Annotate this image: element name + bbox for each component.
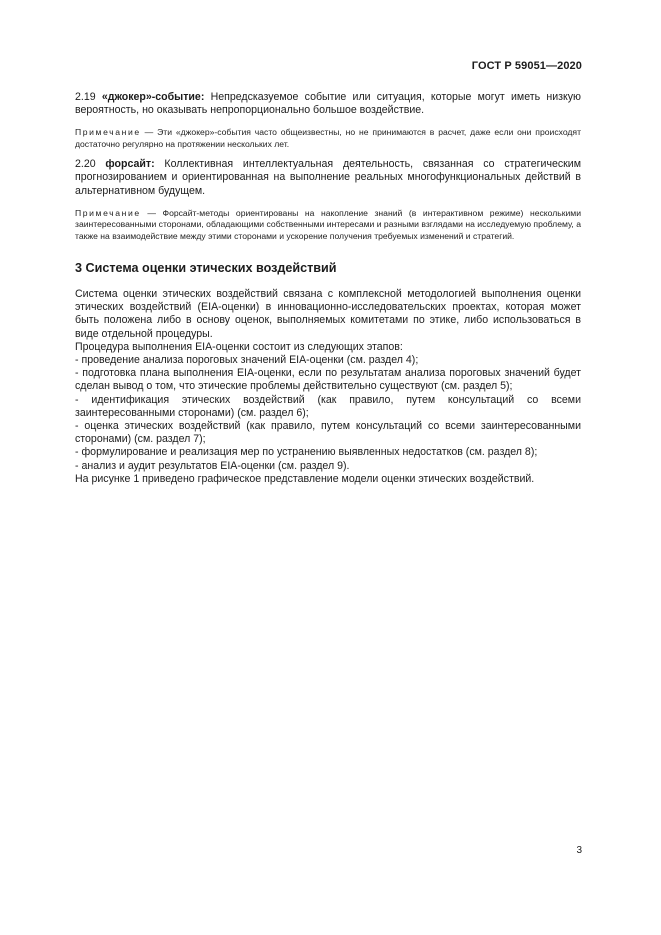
note-text: Форсайт-методы ориентированы на накопление знаний (в интерактивном режиме) несколькими заинтересованными сторонами, обладающими собственными интересами и разными взглядами на исследуемую проблему, а также на взаимодействие между этими сторонами и ускорение получения требуемых изменений и стратегий. — [75, 207, 581, 241]
note-dash: — — [144, 127, 154, 138]
term-number: 2.20 — [75, 158, 96, 171]
page-number: 3 — [576, 845, 582, 856]
term-number: 2.19 — [75, 91, 96, 103]
term-2-20 — [75, 158, 581, 198]
term-definition: Непредсказуемое событие или ситуация, которые могут иметь низкую вероятность, но оказывать непропорционально большое воздействие. — [75, 91, 581, 117]
section-paragraph: Система оценки этических воздействий связана с комплексной методологией выполнения оценки этических воздействий (EIA-оценки) в инновационно-исследовательских проектах, которая может быть положена либо в основу оценок, выполняемых комитетами по этике, либо использоваться в виде отдельной процедуры. — [75, 288, 581, 340]
page-content — [75, 91, 581, 486]
term-2-19 — [75, 91, 581, 117]
term-name: форсайт: — [105, 158, 155, 171]
list-item: - формулирование и реализация мер по устранению выявленных недостатков (см. раздел 8); — [75, 446, 538, 459]
list-item: - оценка этических воздействий (как правило, путем консультаций со всеми заинтересованными сторонами) (см. раздел 7); — [75, 420, 581, 446]
list-item: - идентификация этических воздействий (как правило, путем консультаций со всеми заинтересованными сторонами) (см. раздел 6); — [75, 393, 581, 419]
note-2-20 — [75, 208, 581, 242]
term-name: «джокер»-событие: — [101, 91, 205, 103]
section-title: 3 Система оценки этических воздействий — [75, 261, 337, 276]
term-definition: Коллективная интеллектуальная деятельность, связанная со стратегическим прогнозированием и ориентированная на выполнение реальных многофункциональных действий в альтернативном будущем. — [75, 158, 581, 197]
standard-code: ГОСТ Р 59051—2020 — [471, 60, 582, 72]
note-label: Примечание — [75, 207, 141, 218]
list-item: - проведение анализа пороговых значений EIA-оценки (см. раздел 4); — [75, 354, 419, 367]
list-item: - анализ и аудит результатов EIA-оценки (см. раздел 9). — [75, 459, 350, 472]
note-label: Примечание — [75, 127, 141, 138]
list-item: - подготовка плана выполнения EIA-оценки, если по результатам анализа пороговых значений будет сделан вывод о том, что этические проблемы действительно существуют (см. раздел 5); — [75, 367, 581, 393]
note-2-19 — [75, 127, 581, 150]
section-paragraph: Процедура выполнения EIA-оценки состоит из следующих этапов: — [75, 340, 403, 353]
note-dash: — — [147, 207, 156, 218]
section-paragraph: На рисунке 1 приведено графическое представление модели оценки этических воздействий. — [75, 472, 535, 485]
note-text: Эти «джокер»-события часто общеизвестны, но не принимаются в расчет, даже если они происходят достаточно регулярно на протяжении нескольких лет. — [75, 127, 582, 149]
